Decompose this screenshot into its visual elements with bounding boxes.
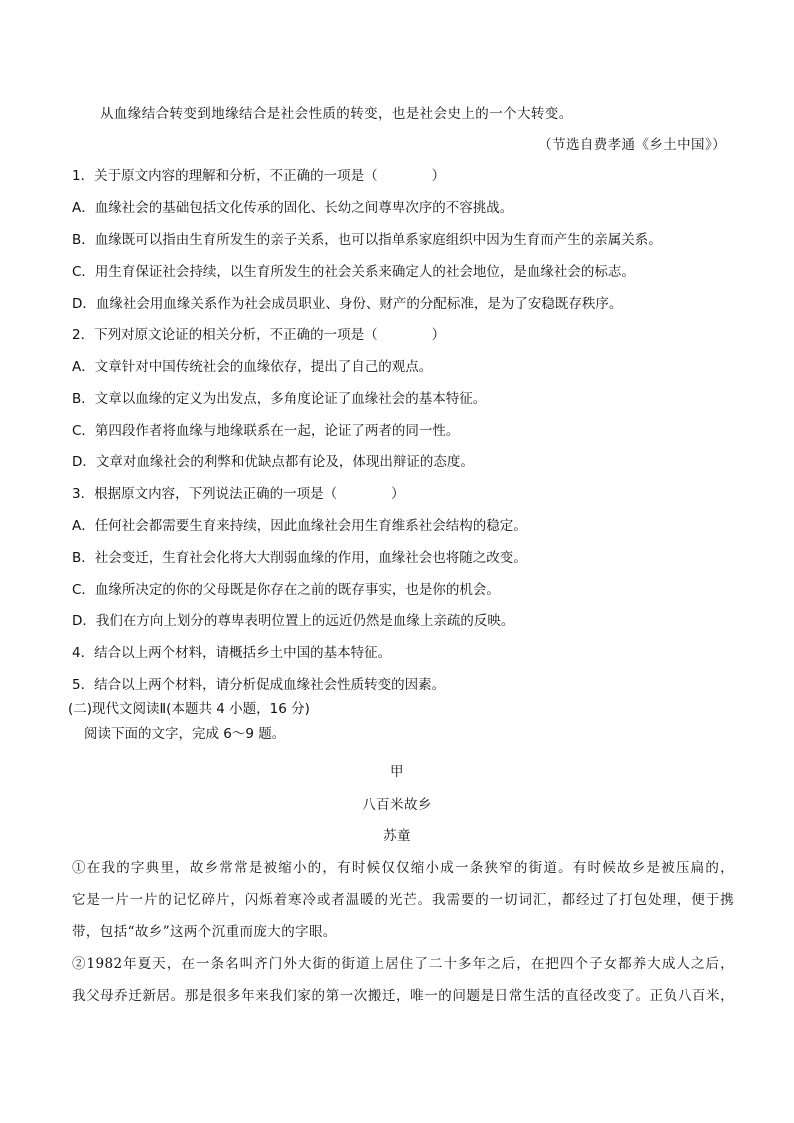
paragraph-1-line-3: 带，包括“故乡”这两个沉重而庞大的字眼。 [72,924,337,940]
question-3-stem: 3．根据原文内容，下列说法正确的一项是（ ） [72,486,405,502]
paragraph-2-line-2: 我父母乔迁新居。那是很多年来我们家的第一次搬迁，唯一的问题是日常生活的直径改变了。正负八百米， [72,988,734,1004]
text-label: 甲 [390,764,404,780]
question-2-option-d: D．文章对血缘社会的利弊和优缺点都有论及，体现出辩证的态度。 [72,454,474,470]
question-1-option-d: D．血缘社会用血缘关系作为社会成员职业、身份、财产的分配标准，是为了安稳既存秩序。 [72,296,623,312]
question-5: 5．结合以上两个材料，请分析促成血缘社会性质转变的因素。 [72,677,446,693]
question-4: 4．结合以上两个材料，请概括乡土中国的基本特征。 [72,645,392,661]
article-title: 八百米故乡 [362,797,432,813]
question-3-option-a: A．任何社会都需要生育来持续，因此血缘社会用生育维系社会结构的稳定。 [72,518,527,534]
question-2-option-a: A．文章针对中国传统社会的血缘依存，提出了自己的观点。 [72,359,433,375]
question-1-stem: 1．关于原文内容的理解和分析，不正确的一项是（ ） [72,168,446,184]
paragraph-1-line-2: 它是一片一片的记忆碎片，闪烁着寒冷或者温暖的光芒。我需要的一切词汇，都经过了打包处理，便于携 [72,892,734,908]
question-1-option-a: A．血缘社会的基础包括文化传承的固化、长幼之间尊卑次序的不容挑战。 [72,200,514,216]
question-3-option-b: B．社会变迁，生育社会化将大大削弱血缘的作用，血缘社会也将随之改变。 [72,550,527,566]
section-instruction: 阅读下面的文字，完成 6～9 题。 [84,726,286,742]
closing-sentence: 从血缘结合转变到地缘结合是社会性质的转变，也是社会史上的一个大转变。 [100,106,573,122]
question-2-stem: 2．下列对原文论证的相关分析，不正确的一项是（ ） [72,327,446,343]
paragraph-1-line-1: ①在我的字典里，故乡常常是被缩小的，有时候仅仅缩小成一条狭窄的街道。有时候故乡是被压扁的， [72,860,734,876]
question-3-option-d: D．我们在方向上划分的尊卑表明位置上的远近仍然是血缘上亲疏的反映。 [72,613,515,629]
source-attribution: （节选自费孝通《乡土中国》） [538,137,726,153]
paragraph-2-line-1: ②1982年夏天，在一条名叫齐门外大街的街道上居住了二十多年之后，在把四个子女都养大成人之后， [72,956,734,972]
section-heading: (二)现代文阅读Ⅱ(本题共 4 小题，16 分) [68,701,310,717]
question-2-option-c: C．第四段作者将血缘与地缘联系在一起，论证了两者的同一性。 [72,423,460,439]
question-3-option-c: C．血缘所决定的你的父母既是你存在之前的既存事实，也是你的机会。 [72,582,500,598]
article-author: 苏童 [383,828,411,844]
question-2-option-b: B．文章以血缘的定义为出发点，多角度论证了血缘社会的基本特征。 [72,391,487,407]
question-1-option-c: C．用生育保证社会持续，以生育所发生的社会关系来确定人的社会地位，是血缘社会的标志。 [72,264,635,280]
question-1-option-b: B．血缘既可以指由生育所发生的亲子关系，也可以指单系家庭组织中因为生育而产生的亲属关系。 [72,232,662,248]
